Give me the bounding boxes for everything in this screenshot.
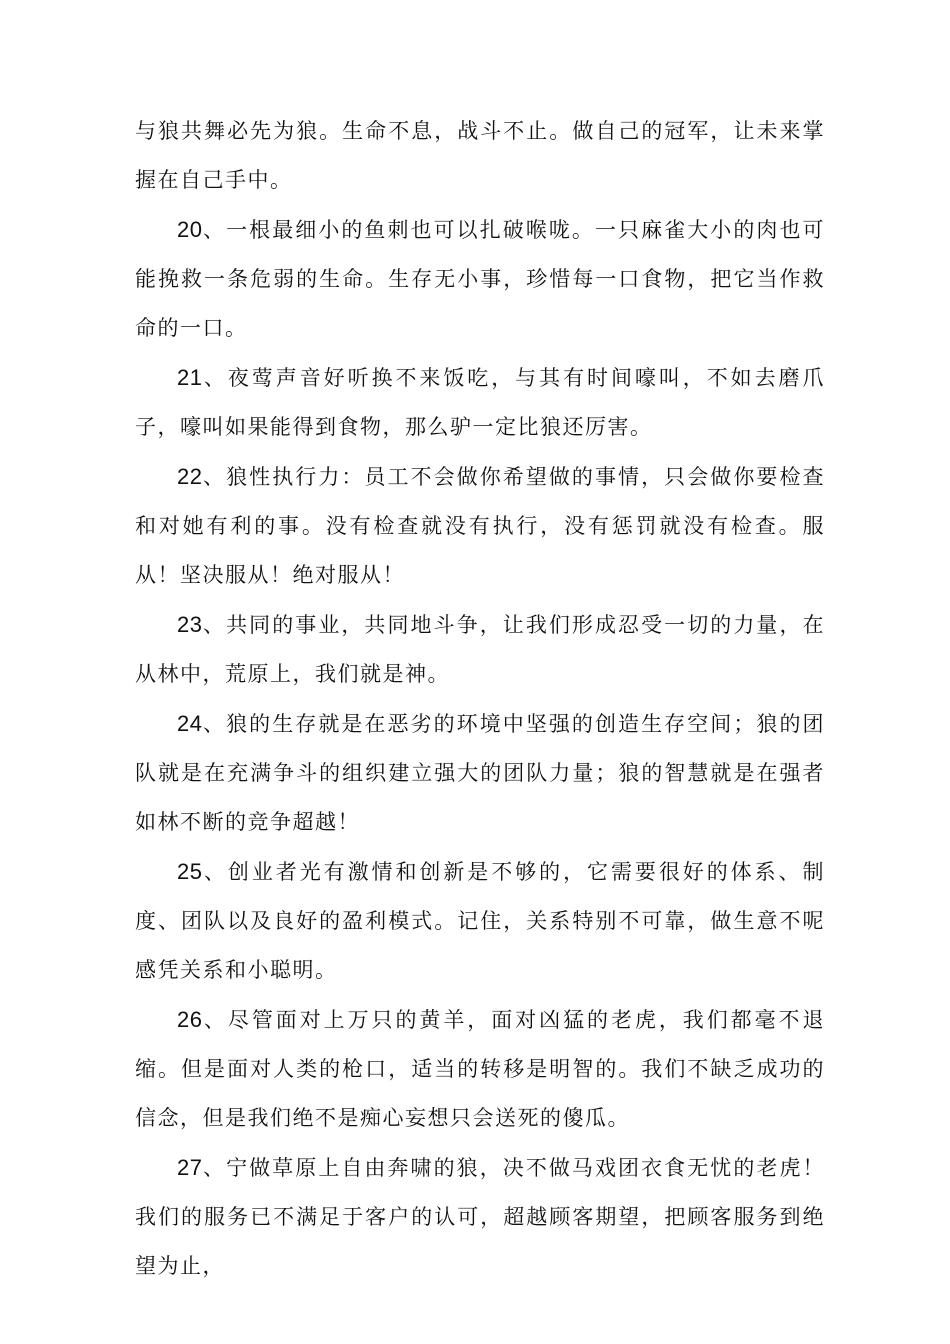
- paragraph-text: 与狼共舞必先为狼。生命不息，战斗不止。做自己的冠军，让未来掌握在自己手中。: [135, 119, 825, 192]
- paragraph-text: 、创业者光有激情和创新是不够的，它需要很好的体系、制度、团队以及良好的盈利模式。记住，关系特别不可靠，做生意不呢感凭关系和小聪明。: [135, 860, 825, 982]
- paragraph-number: 22: [177, 464, 203, 489]
- paragraph-20: [135, 205, 825, 353]
- paragraph-27: [135, 1143, 825, 1291]
- paragraph-text: 、夜莺声音好听换不来饭吃，与其有时间嚎叫，不如去磨爪子，嚎叫如果能得到食物，那么驴一定比狼还厉害。: [135, 366, 825, 439]
- paragraph-text: 、狼性执行力：员工不会做你希望做的事情，只会做你要检查和对她有利的事。没有检查就没有执行，没有惩罚就没有检查。服从！坚决服从！绝对服从！: [135, 465, 825, 587]
- paragraph-text: 、尽管面对上万只的黄羊，面对凶猛的老虎，我们都毫不退缩。但是面对人类的枪口，适当的转移是明智的。我们不缺乏成功的信念，但是我们绝不是痴心妄想只会送死的傻瓜。: [135, 1008, 825, 1130]
- paragraph-continued: [135, 107, 825, 205]
- paragraph-number: 21: [177, 365, 203, 390]
- paragraph-number: 24: [177, 711, 203, 736]
- paragraph-number: 26: [177, 1007, 203, 1032]
- paragraph-26: [135, 995, 825, 1143]
- paragraph-text: 、狼的生存就是在恶劣的环境中坚强的创造生存空间；狼的团队就是在充满争斗的组织建立强大的团队力量；狼的智慧就是在强者如林不断的竞争超越！: [135, 712, 825, 834]
- paragraph-25: [135, 847, 825, 995]
- document-body: [135, 107, 825, 1291]
- paragraph-number: 20: [177, 217, 203, 242]
- paragraph-text: 、一根最细小的鱼刺也可以扎破喉咙。一只麻雀大小的肉也可能挽救一条危弱的生命。生存无小事，珍惜每一口食物，把它当作救命的一口。: [135, 218, 825, 340]
- paragraph-number: 25: [177, 859, 203, 884]
- paragraph-text: 、宁做草原上自由奔啸的狼，决不做马戏团衣食无忧的老虎！我们的服务已不满足于客户的认可，超越顾客期望，把顾客服务到绝望为止，: [135, 1156, 825, 1278]
- paragraph-24: [135, 699, 825, 847]
- paragraph-21: [135, 353, 825, 452]
- paragraph-text: 、共同的事业，共同地斗争，让我们形成忍受一切的力量，在从林中，荒原上，我们就是神。: [135, 613, 825, 686]
- paragraph-23: [135, 600, 825, 699]
- paragraph-22: [135, 452, 825, 600]
- paragraph-number: 23: [177, 612, 203, 637]
- paragraph-number: 27: [177, 1155, 203, 1180]
